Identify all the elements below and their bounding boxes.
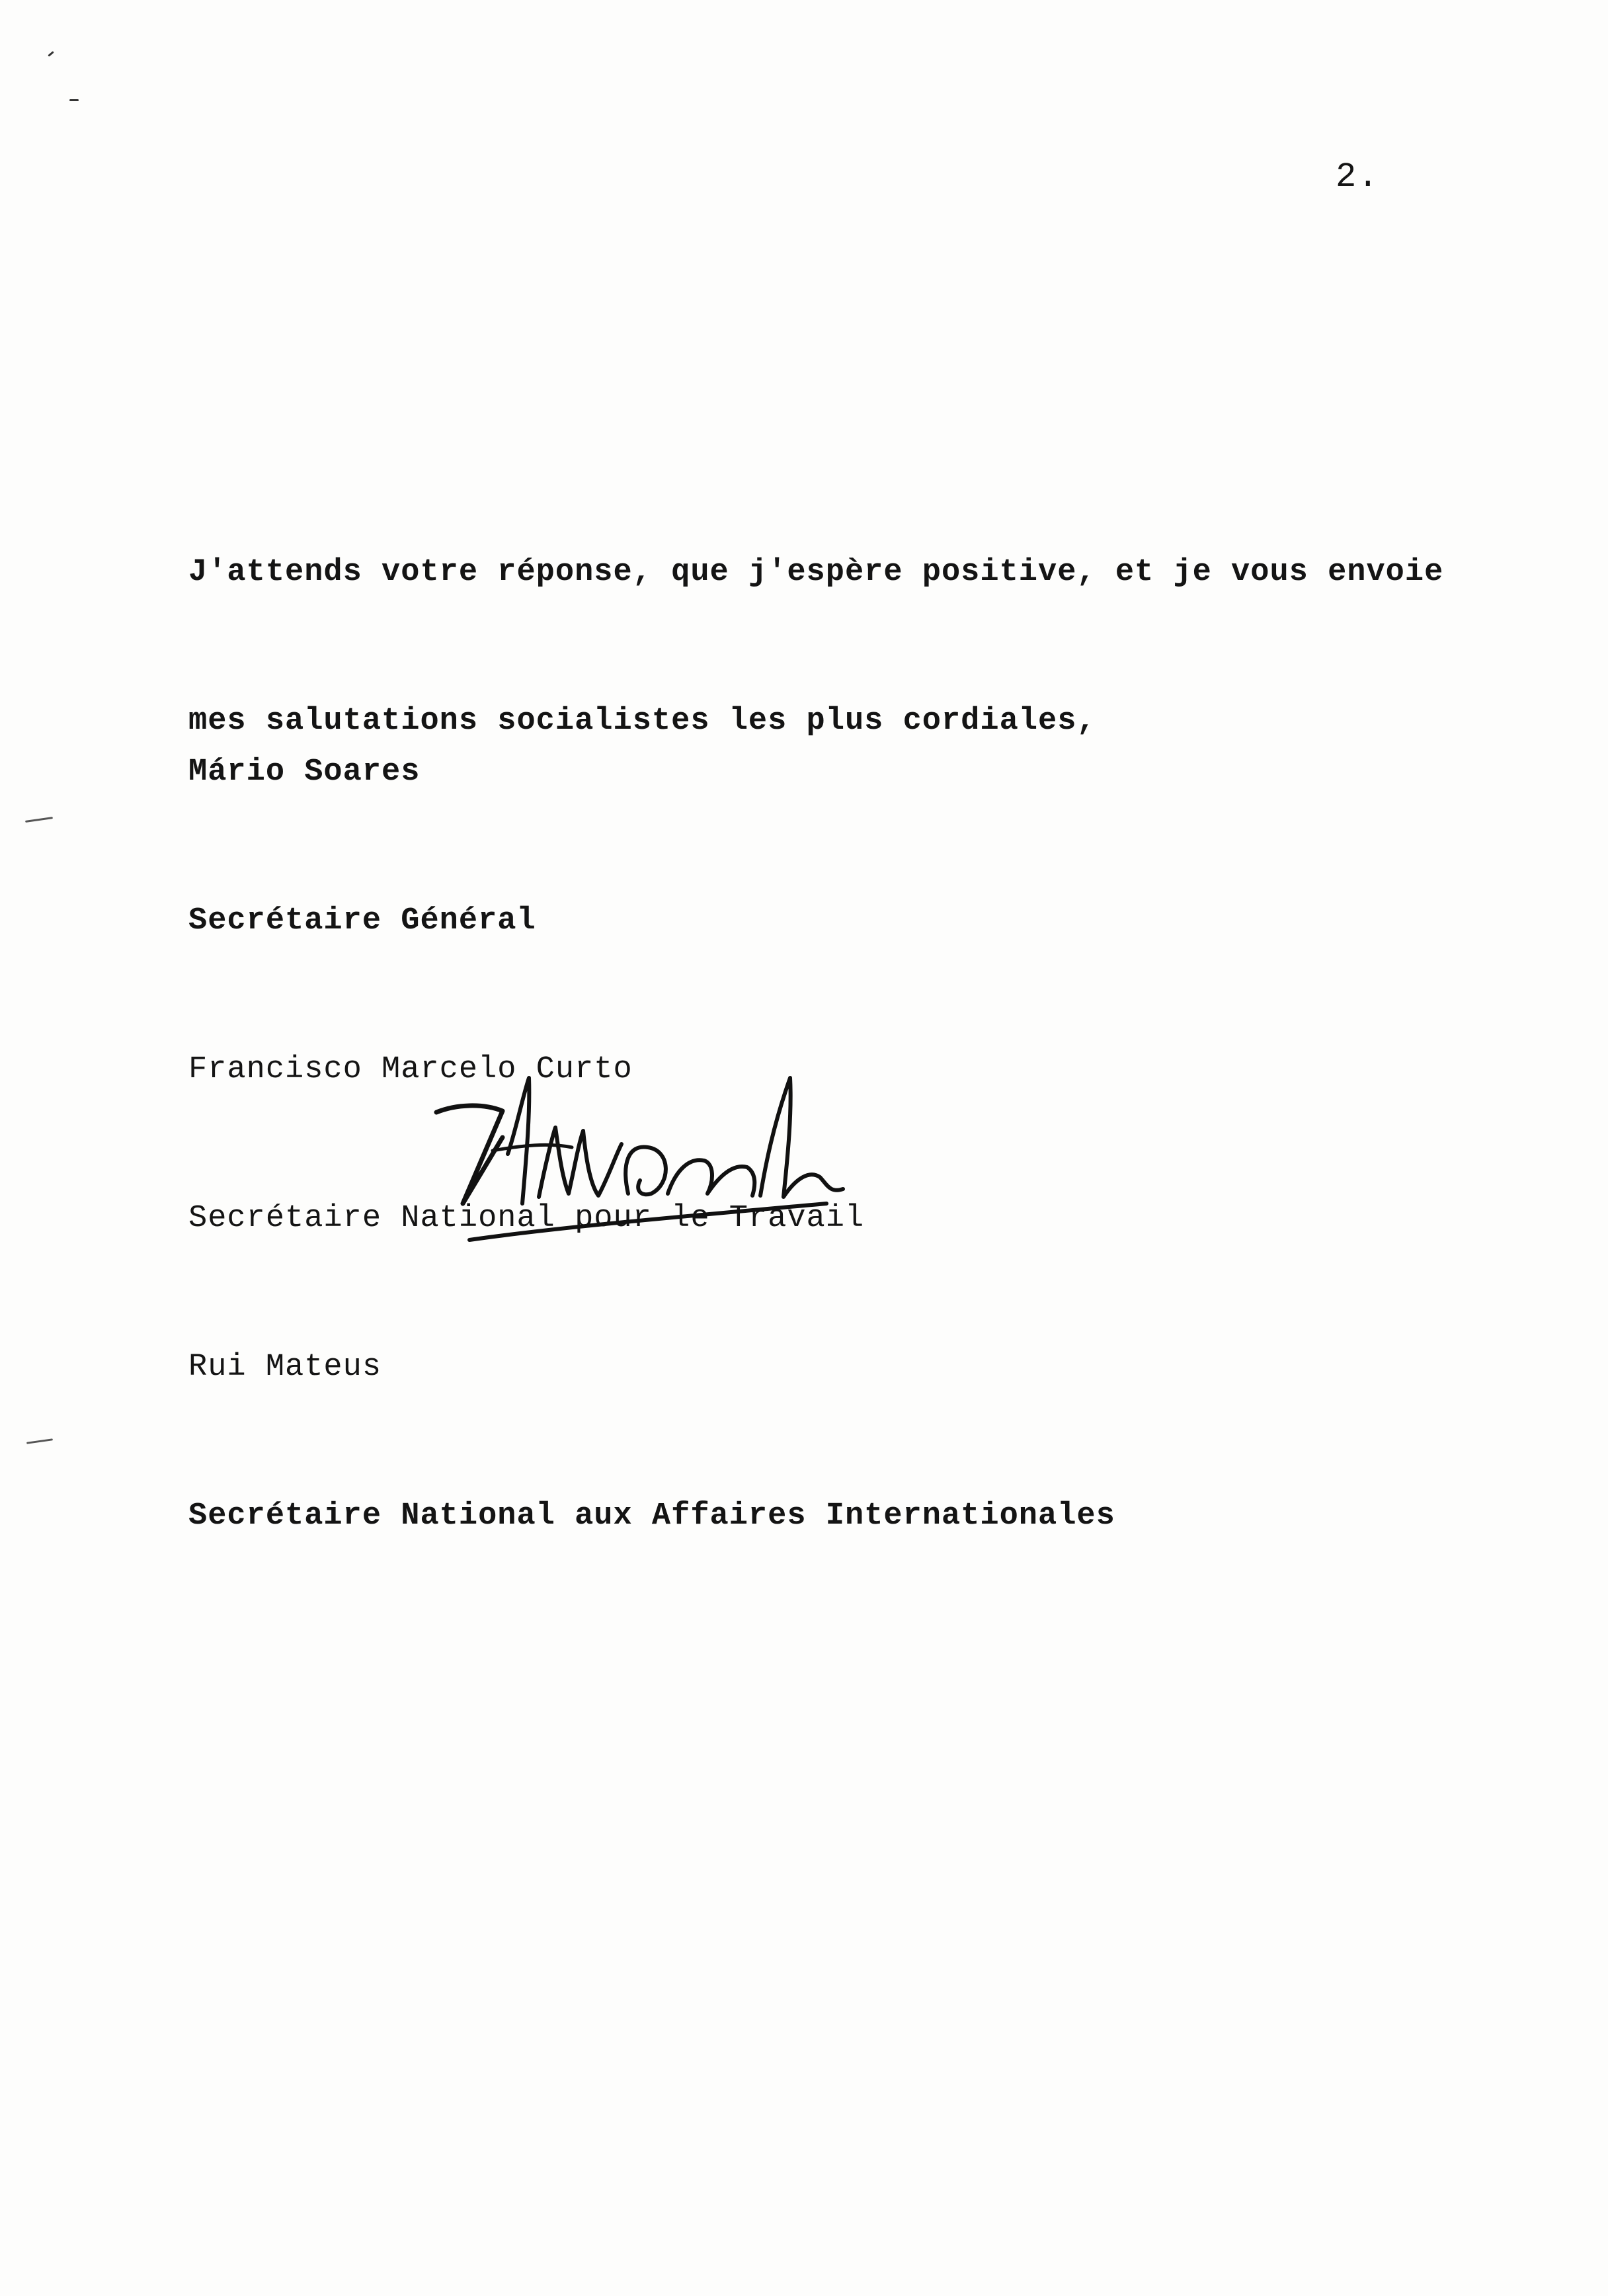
- signatory-name: Francisco Marcelo Curto: [188, 1052, 633, 1087]
- scan-mark: [26, 1438, 53, 1444]
- scan-mark: [48, 51, 54, 57]
- signatory-name: Rui Mateus: [188, 1350, 382, 1385]
- signatory-title: Secrétaire National pour le Travail: [188, 1201, 865, 1236]
- scan-mark: [25, 817, 53, 823]
- closing-line: mes salutations socialistes les plus cordiales,: [188, 704, 1096, 739]
- closing-line: J'attends votre réponse, que j'espère positive, et je vous envoie: [188, 555, 1444, 590]
- page-number: 2.: [1336, 157, 1380, 196]
- signatory-block: [188, 1243, 1115, 1640]
- signatory-title: Secrétaire National aux Affaires Internationales: [188, 1498, 1115, 1534]
- signatory-name: Mário Soares: [188, 755, 421, 790]
- handwritten-signature: [430, 1065, 879, 1256]
- signatory-title: Secrétaire Général: [188, 903, 536, 938]
- scan-mark: [69, 99, 79, 101]
